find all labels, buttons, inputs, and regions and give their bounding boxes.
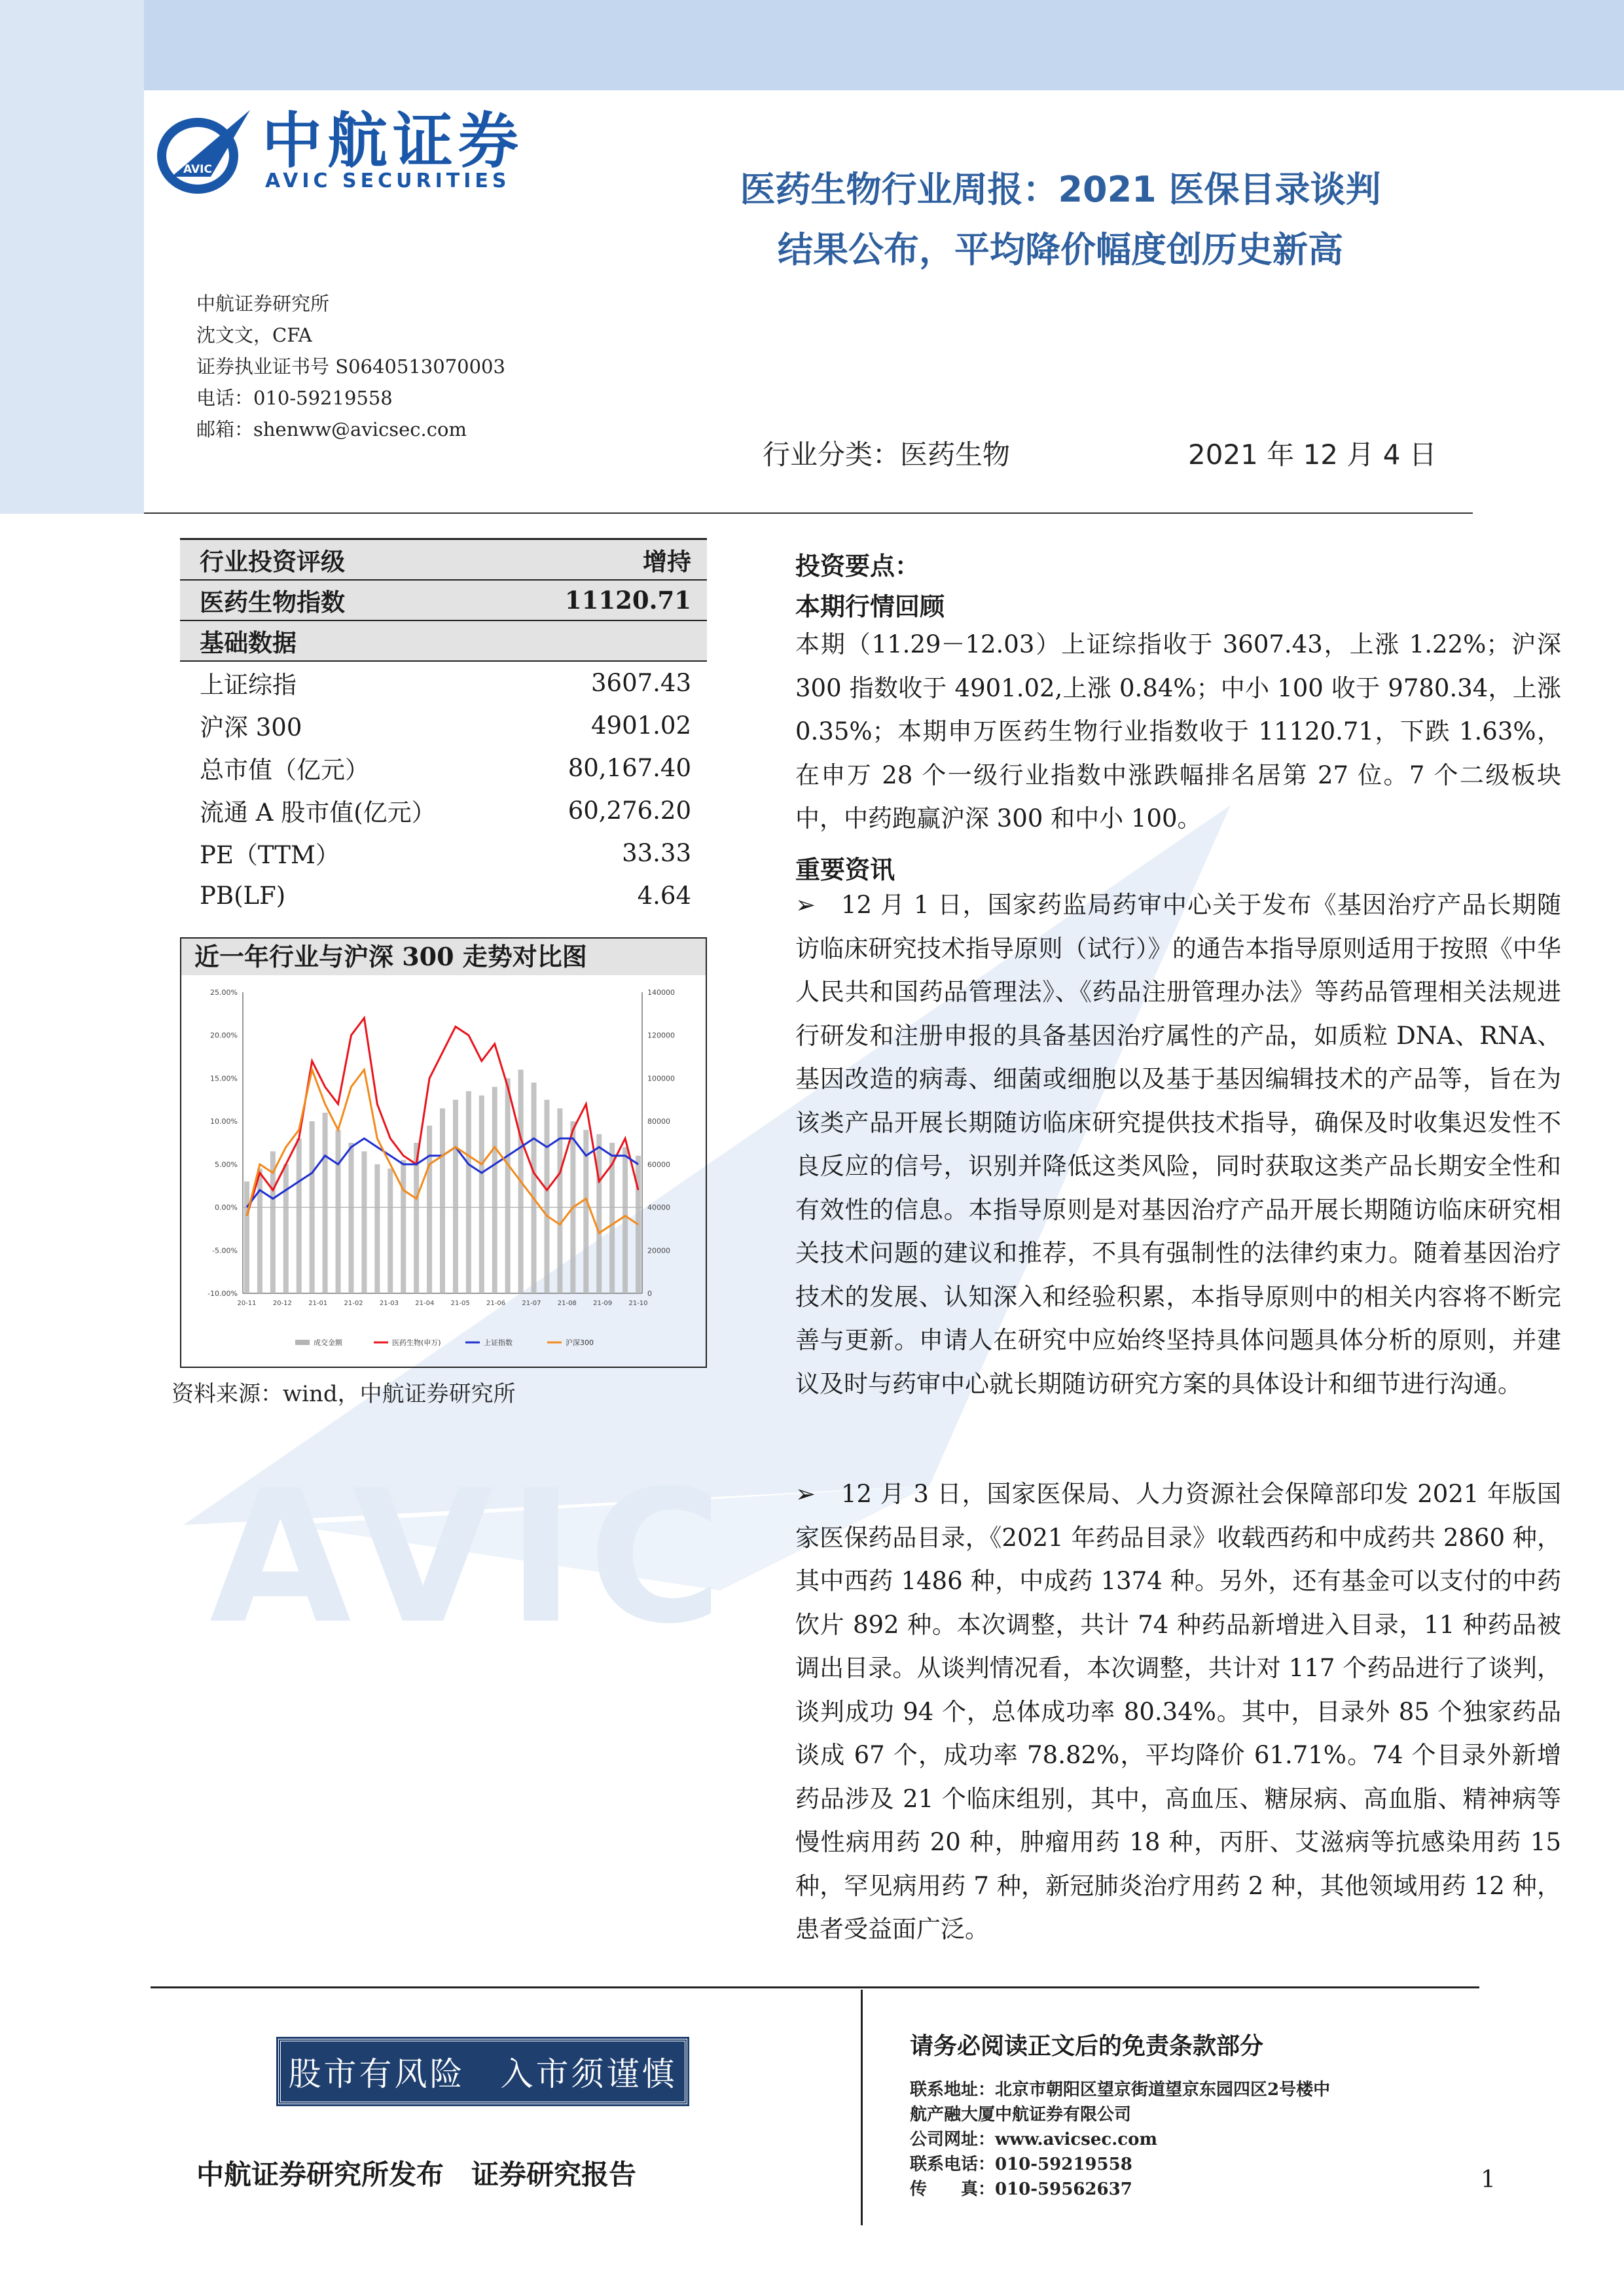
volume-bar bbox=[257, 1168, 262, 1293]
logo-badge-text: AVIC bbox=[183, 163, 212, 176]
bullet-arrow-icon: ➢ bbox=[795, 891, 816, 919]
header-left-band bbox=[0, 0, 144, 514]
highlights-heading: 投资要点： bbox=[795, 551, 920, 581]
y-right-tick-label: 60000 bbox=[647, 1160, 670, 1169]
y-left-tick-label: 25.00% bbox=[210, 988, 238, 997]
volume-bar bbox=[283, 1164, 289, 1293]
disclaimer-notice: 请务必阅读正文后的免责条款部分 bbox=[910, 2032, 1264, 2060]
volume-bar bbox=[466, 1091, 471, 1293]
y-right-tick-label: 100000 bbox=[647, 1074, 675, 1083]
volume-bar bbox=[427, 1126, 432, 1293]
review-heading: 本期行情回顾 bbox=[795, 592, 945, 621]
legend-label: 成交金额 bbox=[314, 1338, 342, 1347]
rating-value: 增持 bbox=[643, 547, 691, 576]
news-item-1 bbox=[795, 884, 1561, 1406]
volume-bar bbox=[323, 1113, 328, 1293]
header-divider bbox=[144, 512, 1473, 514]
x-tick-label: 21-08 bbox=[557, 1300, 577, 1307]
volume-bar bbox=[310, 1121, 315, 1293]
volume-bar bbox=[440, 1108, 445, 1293]
contact-fax: 传 真：010-59562637 bbox=[910, 2179, 1132, 2199]
x-tick-label: 21-04 bbox=[415, 1300, 435, 1307]
x-tick-label: 21-05 bbox=[450, 1300, 470, 1307]
volume-bar bbox=[244, 1181, 249, 1293]
legend-label: 沪深300 bbox=[566, 1338, 594, 1347]
news-item-text: 12 月 3 日，国家医保局、人力资源社会保障部印发 2021 年版国家医保药品目录，《2021 年药品目录》收载西药和中成药共 2860 种，其中西药 1486 种，中成药 1374 种。另外，还有基金可以支付的中药饮片 892 种。本次调整，共计 74 种药品新增进入目录，11 种药品被调出目录。从谈判情况看，本次调整，共计对 117 个药品进行了谈判，谈判成功 94 个，总体成功率 80.34%。其中，目录外 85 个独家药品谈成 67 个，成功率 78.82%，平均降价 61.71%。74 个目录外新增药品涉及 21 个临床组别，其中，高血压、糖尿病、高血脂、精神病等慢性病用药 20 种，肿瘤用药 18 种，丙肝、艾滋病等抗感染用药 15 种，罕见病用药 7 种，新冠肺炎治疗用药 2 种，其他领域用药 12 种，患者受益面广泛。 bbox=[795, 1480, 1561, 1943]
volume-bar bbox=[479, 1096, 484, 1293]
x-tick-label: 21-02 bbox=[344, 1300, 363, 1307]
y-right-tick-label: 40000 bbox=[647, 1203, 670, 1212]
contact-phone: 联系电话：010-59219558 bbox=[910, 2155, 1132, 2174]
volume-bar bbox=[297, 1138, 302, 1293]
x-tick-label: 21-01 bbox=[308, 1300, 328, 1307]
y-left-tick-label: 15.00% bbox=[210, 1074, 238, 1083]
volume-bar bbox=[532, 1083, 537, 1293]
basic-data-header: 基础数据 bbox=[180, 621, 707, 660]
volume-bar bbox=[505, 1078, 511, 1293]
header-top-band bbox=[0, 0, 1624, 90]
report-title-line1: 医药生物行业周报：2021 医保目录谈判 bbox=[740, 169, 1381, 210]
chart-source: 资料来源：wind，中航证券研究所 bbox=[171, 1381, 516, 1407]
x-tick-label: 20-12 bbox=[272, 1300, 292, 1307]
y-right-tick-label: 120000 bbox=[647, 1031, 675, 1040]
y-left-tick-label: 10.00% bbox=[210, 1117, 238, 1126]
volume-bar bbox=[623, 1147, 628, 1293]
table-row: 总市值（亿元） 80,167.40 bbox=[200, 753, 691, 784]
x-tick-label: 21-07 bbox=[522, 1300, 541, 1307]
table-row: 流通 A 股市值(亿元） 60,276.20 bbox=[200, 796, 691, 827]
table-row: 上证综指 3607.43 bbox=[200, 668, 691, 699]
table-row: PE（TTM） 33.33 bbox=[200, 838, 691, 869]
volume-bar bbox=[336, 1130, 341, 1293]
x-tick-label: 21-06 bbox=[486, 1300, 506, 1307]
watermark-text: AVIC bbox=[209, 1451, 736, 1664]
y-right-tick-label: 20000 bbox=[647, 1246, 670, 1255]
report-title-line2: 结果公布，平均降价幅度创历史新高 bbox=[778, 229, 1343, 270]
y-left-tick-label: -10.00% bbox=[208, 1289, 238, 1298]
y-left-tick-label: 5.00% bbox=[215, 1160, 238, 1169]
index-value: 11120.71 bbox=[564, 586, 691, 615]
y-right-tick-label: 140000 bbox=[647, 988, 675, 997]
x-tick-label: 20-11 bbox=[237, 1300, 257, 1307]
news-item-2 bbox=[795, 1473, 1561, 1952]
volume-bar bbox=[544, 1100, 549, 1293]
chart-canvas bbox=[184, 978, 704, 1365]
table-row: 沪深 300 4901.02 bbox=[200, 711, 691, 742]
x-tick-label: 21-03 bbox=[379, 1300, 399, 1307]
footer-vertical-divider bbox=[861, 1990, 863, 2225]
index-label: 医药生物指数 bbox=[200, 588, 345, 617]
industry-classification: 行业分类：医药生物 bbox=[763, 439, 1011, 471]
comparison-chart bbox=[180, 937, 707, 1368]
bullet-arrow-icon: ➢ bbox=[795, 1480, 816, 1508]
author-phone: 电话：010-59219558 bbox=[196, 387, 393, 409]
brand-name-cn: 中航证券 bbox=[262, 106, 524, 176]
volume-bar bbox=[348, 1143, 353, 1293]
author-analyst: 沈文文，CFA bbox=[196, 324, 312, 346]
footer-divider bbox=[151, 1986, 1479, 1988]
author-license: 证券执业证书号 S0640513070003 bbox=[196, 355, 505, 378]
y-right-tick-label: 0 bbox=[647, 1289, 652, 1298]
review-paragraph: 本期（11.29－12.03）上证综指收于 3607.43，上涨 1.22%；沪深 300 指数收于 4901.02,上涨 0.84%；中小 100 收于 9780.34，上涨 0.35%；本期申万医药生物行业指数收于 11120.71，下跌 1.63%，在申万 28 个一级行业指数中涨跌幅排名居第 27 位。7 个二级板块中，中药跑赢沪深 300 和中小 100。 bbox=[795, 630, 1561, 833]
y-left-tick-label: -5.00% bbox=[212, 1246, 238, 1255]
news-heading: 重要资讯 bbox=[795, 855, 895, 884]
contact-address: 联系地址：北京市朝阳区望京街道望京东园四区2号楼中 bbox=[910, 2080, 1331, 2100]
index-row bbox=[180, 581, 707, 620]
publisher-line: 中航证券研究所发布 证券研究报告 bbox=[196, 2159, 637, 2191]
volume-bar bbox=[453, 1100, 458, 1293]
page-number: 1 bbox=[1481, 2166, 1496, 2193]
volume-bar bbox=[557, 1108, 562, 1293]
table-row: PB(LF) 4.64 bbox=[200, 881, 691, 910]
legend-label: 上证指数 bbox=[484, 1338, 513, 1347]
news-item-text: 12 月 1 日，国家药监局药审中心关于发布《基因治疗产品长期随访临床研究技术指导原则（试行）》的通告本指导原则适用于按照《中华人民共和国药品管理法》、《药品注册管理办法》等药品管理相关法规进行研发和注册申报的具备基因治疗属性的产品，如质粒 DNA、RNA、基因改造的病毒、细菌或细胞以及基于基因编辑技术的产品等，旨在为该类产品开展长期随访临床研究提供技术指导，确保及时收集迟发性不良反应的信号，识别并降低这类风险，同时获取这类产品长期安全性和有效性的信息。本指导原则是对基因治疗产品开展长期随访临床研究相关技术问题的建议和推荐，不具有强制性的法律约束力。随着基因治疗技术的发展、认知深入和经验积累，本指导原则中的相关内容将不断完善与更新。申请人在研究中应始终坚持具体问题具体分析的原则，并建议及时与药审中心就长期随访研究方案的具体设计和细节进行沟通。 bbox=[795, 891, 1561, 1398]
volume-bar bbox=[388, 1168, 393, 1293]
risk-warning-banner: 股市有风险 入市须谨慎 bbox=[278, 2039, 687, 2104]
volume-bar bbox=[374, 1164, 380, 1293]
y-right-tick-label: 80000 bbox=[647, 1117, 670, 1126]
rating-label: 行业投资评级 bbox=[200, 547, 345, 576]
chart-title: 近一年行业与沪深 300 走势对比图 bbox=[181, 939, 706, 975]
rating-row bbox=[180, 540, 707, 579]
contact-address-cont: 航产融大厦中航证券有限公司 bbox=[910, 2105, 1132, 2125]
report-date: 2021 年 12 月 4 日 bbox=[1188, 439, 1437, 471]
legend-swatch bbox=[295, 1340, 310, 1345]
avic-logo-icon bbox=[152, 105, 255, 196]
volume-bar bbox=[361, 1151, 367, 1293]
author-institute: 中航证券研究所 bbox=[196, 293, 330, 315]
brand-name-en: AVIC SECURITIES bbox=[265, 170, 511, 192]
x-tick-label: 21-09 bbox=[593, 1300, 613, 1307]
legend-label: 医药生物(申万) bbox=[392, 1338, 441, 1347]
volume-bar bbox=[401, 1160, 406, 1293]
contact-website[interactable]: 公司网址：www.avicsec.com bbox=[910, 2130, 1157, 2149]
x-tick-label: 21-10 bbox=[628, 1300, 648, 1307]
y-left-tick-label: 0.00% bbox=[215, 1203, 238, 1212]
author-email[interactable]: 邮箱：shenww@avicsec.com bbox=[196, 418, 467, 440]
volume-bar bbox=[596, 1134, 602, 1293]
volume-bar bbox=[492, 1087, 497, 1293]
y-left-tick-label: 20.00% bbox=[210, 1031, 238, 1040]
